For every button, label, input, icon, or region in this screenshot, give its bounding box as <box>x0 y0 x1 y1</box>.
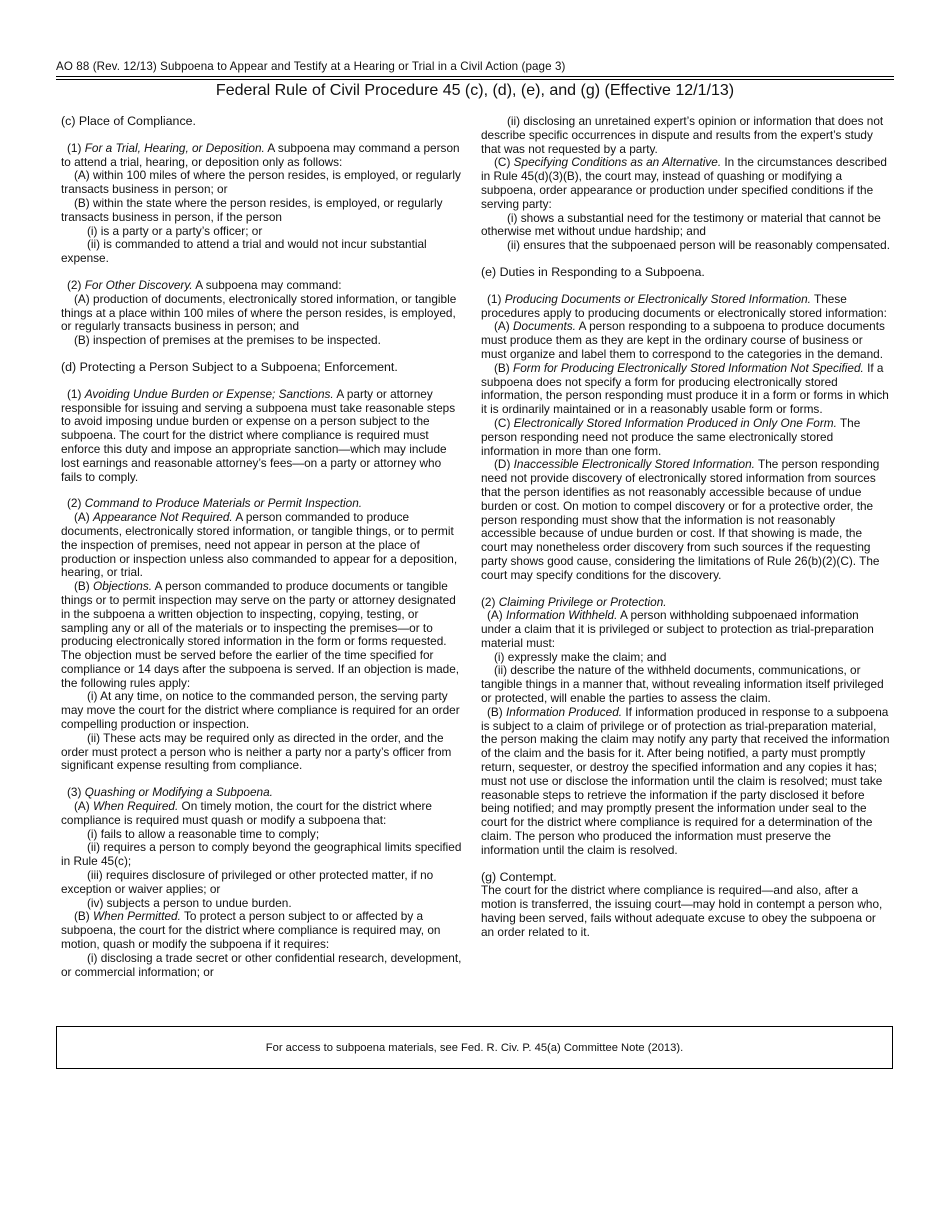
form-header: AO 88 (Rev. 12/13) Subpoena to Appear and Testify at a Hearing or Trial in a Civil Action (page 3) <box>56 60 566 73</box>
rule-e2-a-i: (i) expressly make the claim; and <box>494 649 667 664</box>
rule-d3-b-ii: (ii) disclosing an unretained expert’s opinion or information that does not describe specific occurrences in dispute and results from the expert’s study that was not requested by a party. <box>481 114 884 156</box>
page-title: Federal Rule of Civil Procedure 45 (c), (d), (e), and (g) (Effective 12/1/13) <box>215 82 735 99</box>
rule-d3-a-ii: (ii) requires a person to comply beyond the geographical limits specified in Rule 45(c); <box>61 840 462 869</box>
rule-d3-c: (C) Specifying Conditions as an Alternative. In the circumstances described in Rule 45(d)(3)(B), the court may, instead of quashing or modifying a subpoena, order appearance or production under specified conditions if the serving party: <box>481 155 887 211</box>
rule-c2: (2) For Other Discovery. A subpoena may command: <box>67 277 342 292</box>
rule-d3-a: (A) When Required. On timely motion, the court for the district where compliance is required must quash or modify a subpoena that: <box>61 799 432 827</box>
rule-e1: (1) Producing Documents or Electronically Stored Information. These procedures apply to producing documents or electronically stored information: <box>481 291 887 320</box>
rule-d3-c-i: (i) shows a substantial need for the testimony or material that cannot be otherwise met without undue hardship; and <box>481 210 881 239</box>
rule-c2-b: (B) inspection of premises at the premises to be inspected. <box>74 333 381 348</box>
rule-g: The court for the district where compliance is required—and also, after a motion is transferred, the issuing court—may hold in contempt a person who, having been served, fails without adequate excuse to obey the subpoena or an order related to it. <box>481 883 883 939</box>
section-c-heading: (c) Place of Compliance. <box>61 114 196 128</box>
left-column <box>61 115 463 979</box>
rule-d1: (1) Avoiding Undue Burden or Expense; Sanctions. A party or attorney responsible for issuing and serving a subpoena must take reasonable steps to avoid imposing undue burden or expense on a person subject to the subpoena. The court for the district where compliance is required must enforce this duty and impose an appropriate sanction—which may include lost earnings and reasonable attorney’s fees—on a party or attorney who fails to comply. <box>61 386 456 484</box>
rule-e2-a: (A) Information Withheld. A person withholding subpoenaed information under a claim that it is privileged or subject to protection as trial-preparation material must: <box>481 608 874 650</box>
rule-d3-b-i: (i) disclosing a trade secret or other confidential research, development, or commercial information; or <box>61 950 462 979</box>
right-column <box>481 115 891 940</box>
rule-c1-a: (A) within 100 miles of where the person resides, is employed, or regularly transacts business in person; or <box>61 168 461 197</box>
rule-d3-c-ii: (ii) ensures that the subpoenaed person will be reasonably compensated. <box>507 238 890 253</box>
rule-d3-a-i: (i) fails to allow a reasonable time to comply; <box>87 826 320 841</box>
rule-d2-b-ii: (ii) These acts may be required only as directed in the order, and the order must protect a person who is neither a party nor a party’s officer from significant expense resulting from compliance. <box>61 730 452 773</box>
rule-c1-b: (B) within the state where the person resides, is employed, or regularly transacts business in person, if the person <box>61 195 443 224</box>
header-rule-top <box>56 76 894 77</box>
rule-d3-a-iii: (iii) requires disclosure of privileged or other protected matter, if no exception or waiver applies; or <box>61 868 434 896</box>
rule-d2-b-i: (i) At any time, on notice to the commanded person, the serving party may move the court for the district where compliance is required for an order compelling production or inspection. <box>61 689 460 732</box>
rule-c1-b-ii: (ii) is commanded to attend a trial and would not incur substantial expense. <box>61 237 427 266</box>
footer-note: For access to subpoena materials, see Fed. R. Civ. P. 45(a) Committee Note (2013). <box>265 1041 684 1054</box>
header-rule-bottom <box>56 79 894 80</box>
section-g-heading: (g) Contempt. <box>481 869 557 884</box>
rule-c1-b-i: (i) is a party or a party’s officer; or <box>87 223 263 238</box>
section-e-heading: (e) Duties in Responding to a Subpoena. <box>481 264 705 279</box>
rule-e2-b: (B) Information Produced. If information produced in response to a subpoena is subject to a claim of privilege or of protection as trial-preparation material, the person making the claim may notify any party that received the information of the claim and the basis for it. After being notified, a party must promptly return, sequester, or destroy the specified information and any copies it has; must not use or disclose the information until the claim is resolved; must take reasonable steps to retrieve the information if the party disclosed it before being notified; and may promptly present the information under seal to the court for the district where compliance is required for a determination of the claim. The person who produced the information must preserve the information until the claim is resolved. <box>481 704 890 857</box>
rule-d3: (3) Quashing or Modifying a Subpoena. <box>67 785 273 800</box>
rule-d2-a: (A) Appearance Not Required. A person commanded to produce documents, electronically stored information, or tangible things, or to permit the inspection of premises, need not appear in person at the place of production or inspection unless also commanded to appear for a deposition, hearing, or trial. <box>61 510 458 580</box>
rule-e1-a: (A) Documents. A person responding to a subpoena to produce documents must produce them as they are kept in the ordinary course of business or must organize and label them to correspond to the categories in the demand. <box>481 319 885 361</box>
section-d-heading: (d) Protecting a Person Subject to a Subpoena; Enforcement. <box>61 359 398 374</box>
rule-d3-a-iv: (iv) subjects a person to undue burden. <box>87 895 292 910</box>
rule-c2-a: (A) production of documents, electronically stored information, or tangible things at a place within 100 miles of where the person resides, is employed, or regularly transacts business in person; and <box>61 291 457 334</box>
footer-note-box <box>56 1026 893 1069</box>
rule-d2: (2) Command to Produce Materials or Permit Inspection. <box>67 496 363 511</box>
rule-d3-b: (B) When Permitted. To protect a person subject to or affected by a subpoena, the court for the district where compliance is required may, on motion, quash or modify the subpoena if it requires: <box>61 909 441 952</box>
rule-d2-b: (B) Objections. A person commanded to produce documents or tangible things or to permit inspection may serve on the party or attorney designated in the subpoena a written objection to inspecting, copying, testing, or sampling any or all of the materials or to inspecting the premises—or to producing electronically stored information in the form or forms requested. The objection must be served before the earlier of the time specified for compliance or 14 days after the subpoena is served. If an objection is made, the following rules apply: <box>61 579 460 690</box>
rule-e2: (2) Claiming Privilege or Protection. <box>481 594 667 609</box>
rule-e2-a-ii: (ii) describe the nature of the withheld documents, communications, or tangible things in a manner that, without revealing information itself privileged or protected, will enable the parties to assess the claim. <box>481 663 884 706</box>
rule-c1: (1) For a Trial, Hearing, or Deposition. A subpoena may command a person to attend a trial, hearing, or deposition only as follows: <box>61 140 460 169</box>
rule-e1-c: (C) Electronically Stored Information Produced in Only One Form. The person responding need not produce the same electronically stored information in more than one form. <box>481 415 861 458</box>
rule-e1-d: (D) Inaccessible Electronically Stored Information. The person responding need not provide discovery of electronically stored information from sources that the person identifies as not reasonably accessible because of undue burden or cost. On motion to compel discovery or for a protective order, the person responding must show that the information is not reasonably accessible because of undue burden or cost. If that showing is made, the court may nonetheless order discovery from such sources if the requesting party shows good cause, considering the limitations of Rule 26(b)(2)(C). The court may specify conditions for the discovery. <box>481 457 880 582</box>
rule-e1-b: (B) Form for Producing Electronically Stored Information Not Specified. If a subpoena does not specify a form for producing electronically stored information, the person responding must produce it in a form or forms in which it is ordinarily maintained or in a reasonably usable form or forms. <box>481 360 889 417</box>
